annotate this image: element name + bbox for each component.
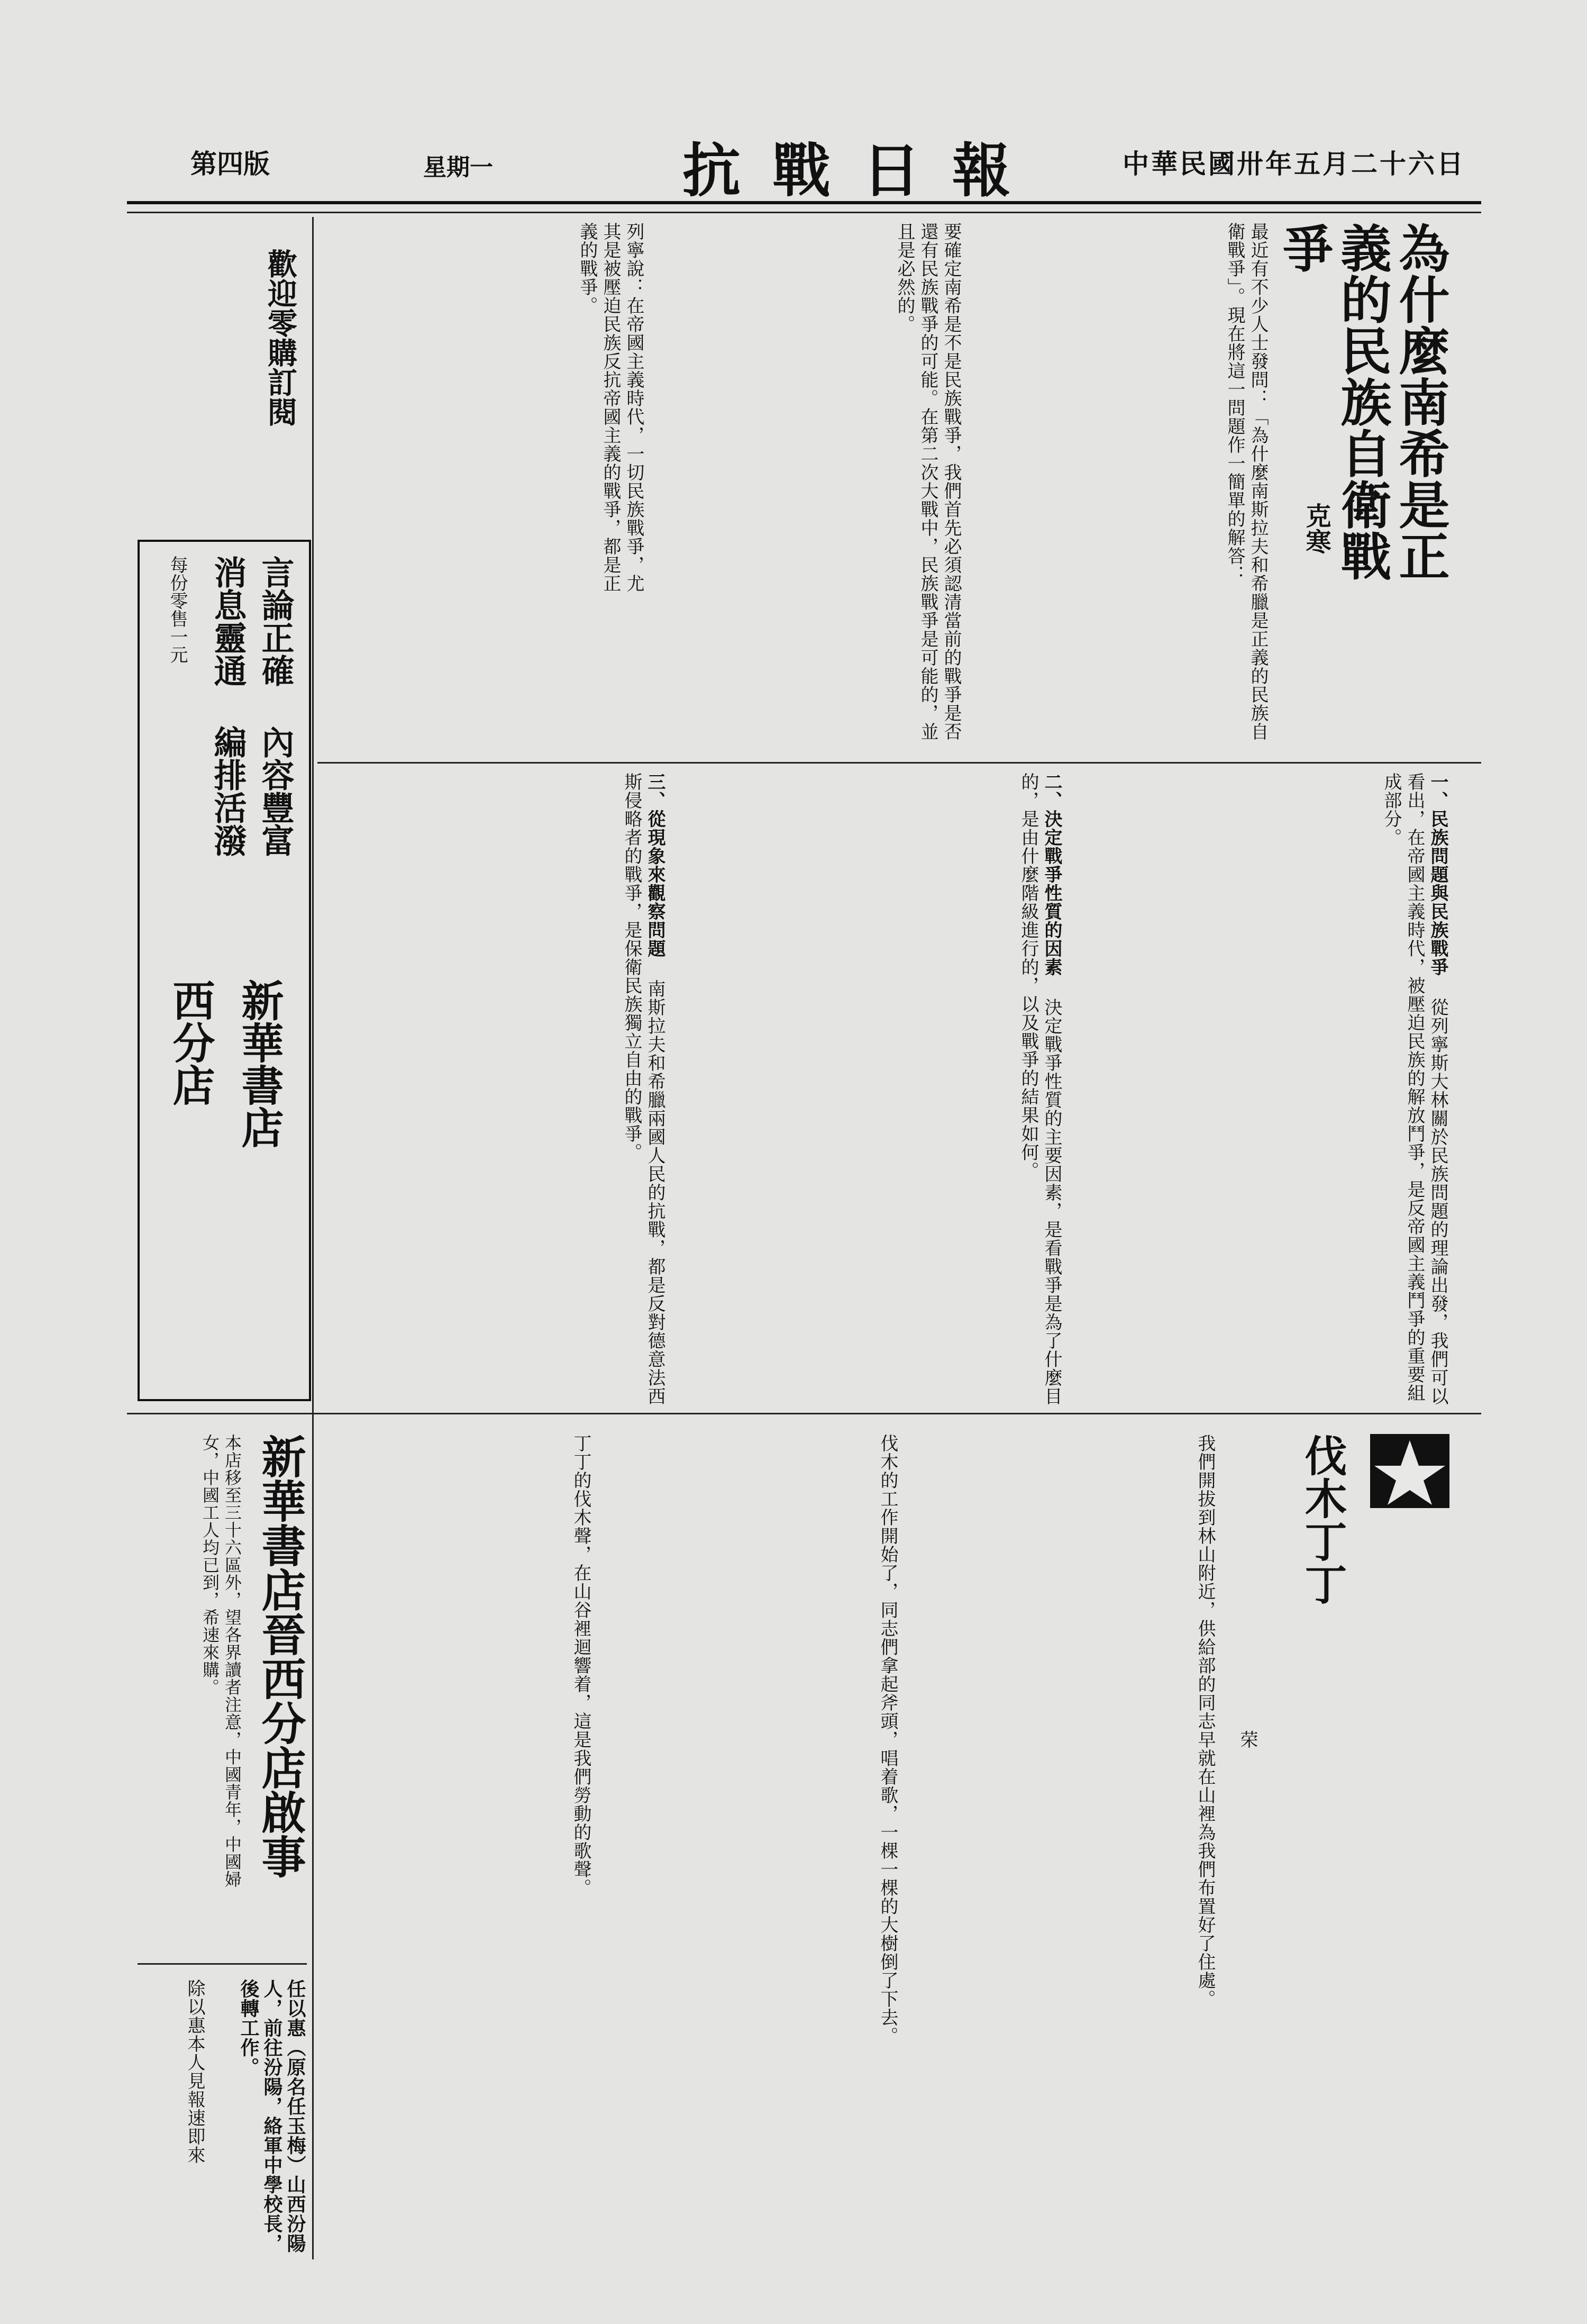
bookstore-notice-text: 本店移至三十六區外，望各界讀者注意，中國青年，中國婦女，中國工人均已到，希速來購。 [200, 1434, 242, 1888]
section-2-text: 決定戰爭性質的主要因素，是看戰爭是為了什麼目的，是由什麼階級進行的，以及戰爭的結果如何。 [1018, 773, 1062, 1405]
lead-article-author: 克寒 [1301, 503, 1331, 555]
section-3-text: 南斯拉夫和希臘兩國人民的抗戰，都是反對德意法西斯侵略者的戰爭，是保衛民族獨立自由的戰爭。 [621, 773, 665, 1405]
section-2-heading: 二、決定戰爭性質的因素 [1041, 773, 1062, 976]
feature-paragraph-3: 丁丁的伐木聲，在山谷裡迴響着，這是我們勞動的歌聲。 [570, 1434, 591, 1897]
lower-rule [127, 1413, 1481, 1414]
section-1-heading: 一、民族問題與民族戰爭 [1427, 773, 1448, 976]
mid-rule [317, 762, 1481, 764]
feature-title: 伐木丁丁 [1298, 1434, 1347, 1605]
lead-article-title: 為什麼南希是正義的民族自衛戰爭 [1274, 222, 1451, 582]
feature-paragraph-1: 我們開拔到林山附近，供給部的同志早就在山裡為我們布置好了住處。 [1194, 1434, 1216, 2008]
masthead [127, 122, 1481, 204]
slogan-1: 言論正確 內容豐富 [256, 556, 295, 857]
weekday: 星期一 [423, 154, 493, 181]
section-1-text: 從列寧斯大林關於民族問題的理論出發，我們可以看出，在帝國主義時代，被壓迫民族的解放鬥爭，是反帝國主義鬥爭的重要組成部分。 [1381, 773, 1448, 1405]
page-number: 第四版 [190, 148, 270, 179]
top-rule [127, 212, 1481, 213]
lead-article-paragraph-2: 要確定南希是不是民族戰爭，我們首先必須認清當前的戰爭是否還有民族戰爭的可能。在第二次大戰中，民族戰爭是可能的，並且是必然的。 [894, 222, 962, 741]
issue-date: 中華民國卅年五月二十六日 [1123, 148, 1465, 179]
newspaper-title: 抗戰日報 [682, 137, 1042, 205]
ad-column-rule [312, 217, 314, 2259]
bookstore-name: 新華書店 [234, 979, 284, 1148]
feature-author: 荣 [1237, 1730, 1258, 1749]
lead-article-paragraph-3: 列寧說：在帝國主義時代，一切民族戰爭，尤其是被壓迫民族反抗帝國主義的戰爭，都是正義的戰爭。 [577, 222, 644, 593]
section-1 [1079, 773, 1449, 1408]
missing-person-notice: 任以惠（原名任玉梅）山西汾陽人，前往汾陽，絡軍中學校長，後轉工作。 [238, 1979, 306, 2253]
section-2 [682, 773, 1063, 1408]
section-3-heading: 三、從現象來觀察問題 [644, 773, 665, 958]
price-note: 每份零售一元 [167, 556, 188, 664]
bookstore-branch: 西分店 [166, 979, 215, 1106]
newspaper-page [127, 79, 1481, 2265]
star-emblem [1370, 1434, 1449, 1508]
feature-paragraph-2: 伐木的工作開始了，同志們拿起斧頭，唱着歌，一棵一棵的大樹倒了下去。 [877, 1434, 898, 2045]
welcome-subscription-ad: 歡迎零購訂閱 [263, 249, 298, 426]
slogan-2: 消息靈通 編排活潑 [208, 556, 247, 857]
missing-person-name: 除以惠本人見報速即來 [184, 1979, 205, 2164]
bookstore-notice-title: 新華書店晉西分店啟事 [254, 1434, 307, 1878]
ad-separator [138, 1963, 307, 1965]
section-3 [328, 773, 667, 1408]
lead-article-intro: 最近有不少人士發問：「為什麼南斯拉夫和希臘是正義的民族自衛戰爭」。現在將這一問題作一簡單的解答： [1224, 222, 1269, 741]
